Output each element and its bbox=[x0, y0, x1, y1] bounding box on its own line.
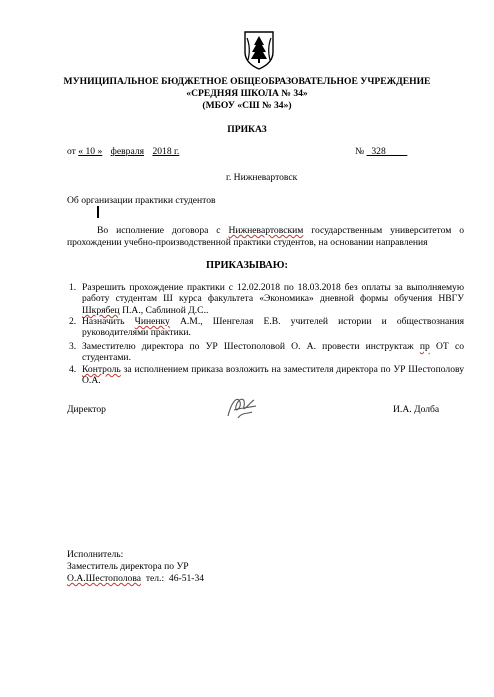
order-date bbox=[67, 146, 179, 157]
organization-name-line-2: «СРЕДНЯЯ ШКОЛА № 34» bbox=[186, 88, 308, 99]
number-value: 328 bbox=[366, 146, 408, 157]
order-number bbox=[355, 146, 407, 157]
signature-title: Директор bbox=[67, 404, 106, 415]
date-year: 2018 г. bbox=[152, 146, 180, 157]
date-prefix: от bbox=[67, 146, 76, 157]
date-month: февраля bbox=[110, 146, 145, 157]
executor-label: Исполнитель: bbox=[67, 549, 124, 560]
list-item: 4. Контроль за исполнением приказа возложить на заместителя директора по УР Шестополову О.А. bbox=[69, 364, 464, 387]
coat-of-arms-emblem bbox=[242, 30, 276, 70]
executor-contact bbox=[67, 573, 204, 584]
city-name: г. Нижневартовск bbox=[226, 172, 298, 183]
list-item: 2. Назначить Чиненку А.М., Шенгелая Е.В. учителей истории и обществознания руководителями практики. bbox=[69, 316, 464, 339]
executor-name: О.А.Шестополова bbox=[67, 573, 142, 584]
order-subject: Об организации практики студентов bbox=[67, 195, 216, 206]
list-item: 3. Заместителю директора по УР Шестополовой О. А. провести инструктаж пр ОТ со студентами. bbox=[69, 341, 465, 364]
document-type-title: ПРИКАЗ bbox=[227, 124, 267, 135]
preamble-paragraph: Во исполнение договора с Нижневартовским государственным университетом о прохождении учебно-производственной практики студентов, на основании направления bbox=[67, 225, 464, 248]
text-cursor bbox=[97, 206, 99, 218]
organization-abbreviation: (МБОУ «СШ № 34») bbox=[202, 100, 292, 111]
number-label: № bbox=[355, 146, 365, 157]
signature-name: И.А. Долба bbox=[393, 404, 440, 415]
executor-position: Заместитель директора по УР bbox=[67, 561, 189, 572]
handwritten-signature bbox=[224, 392, 260, 422]
executor-phone: тел.: 46-51-34 bbox=[141, 573, 205, 584]
order-heading: ПРИКАЗЫВАЮ: bbox=[206, 260, 288, 271]
organization-name-line-1: МУНИЦИПАЛЬНОЕ БЮДЖЕТНОЕ ОБЩЕОБРАЗОВАТЕЛЬНОЕ УЧРЕЖДЕНИЕ bbox=[63, 76, 431, 87]
date-day: « 10 » bbox=[78, 146, 103, 157]
list-item: 1. Разрешить прохождение практики с 12.02.2018 по 18.03.2018 без оплаты за выполняемую работу студентам Ш курса факультета «Экономика» дневной формы обучения НВГУ Шкрябец П.А., Саблиной Д.С.. bbox=[69, 282, 464, 316]
